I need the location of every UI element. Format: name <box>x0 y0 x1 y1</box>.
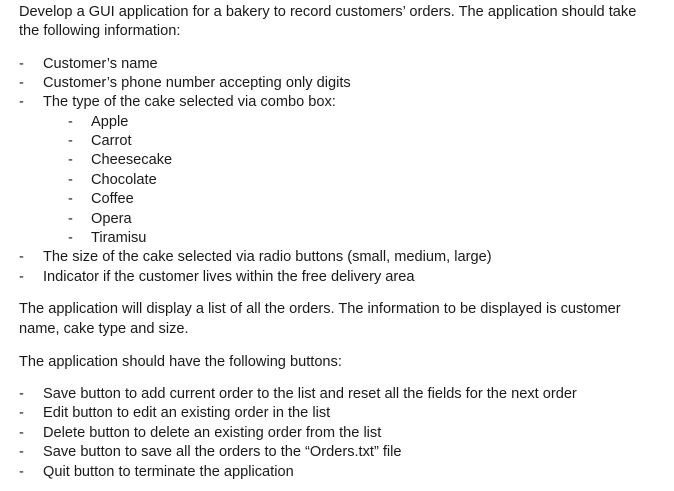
display-paragraph-line-1: The application will display a list of all the orders. The information to be displayed is customer <box>19 301 621 317</box>
bullet-dash: - <box>19 269 24 285</box>
cake-type-item <box>0 229 674 249</box>
bullet-dash: - <box>19 464 24 480</box>
button-list-item-text: Edit button to edit an existing order in the list <box>43 405 331 421</box>
cake-type-text: Cheesecake <box>91 152 173 168</box>
bullet-dash: - <box>19 75 24 91</box>
bullet-dash: - <box>19 94 24 110</box>
bullet-dash: - <box>19 444 24 460</box>
button-list-item <box>0 463 674 483</box>
button-list-item-text: Quit button to terminate the application <box>43 464 294 480</box>
list-item <box>0 248 674 268</box>
bullet-dash: - <box>68 211 73 227</box>
list-item <box>0 268 674 288</box>
bullet-dash: - <box>68 191 73 207</box>
bullet-dash: - <box>68 172 73 188</box>
button-list-item-text: Save button to add current order to the list and reset all the fields for the next order <box>43 386 577 402</box>
cake-type-item <box>0 132 674 152</box>
button-list-item <box>0 385 674 405</box>
cake-type-text: Tiramisu <box>91 230 147 246</box>
list-item-text: Customer’s phone number accepting only digits <box>43 75 351 91</box>
display-paragraph-line-2: name, cake type and size. <box>19 321 189 337</box>
bullet-dash: - <box>19 249 24 265</box>
list-item <box>0 55 674 75</box>
cake-type-item <box>0 190 674 210</box>
cake-type-item <box>0 210 674 230</box>
cake-type-text: Chocolate <box>91 172 157 188</box>
list-item-text: Customer’s name <box>43 56 158 72</box>
cake-type-text: Opera <box>91 211 132 227</box>
list-item-text: Indicator if the customer lives within the free delivery area <box>43 269 415 285</box>
cake-type-item <box>0 151 674 171</box>
bullet-dash: - <box>68 114 73 130</box>
cake-type-text: Coffee <box>91 191 134 207</box>
list-item <box>0 74 674 94</box>
list-item-text: The type of the cake selected via combo box: <box>43 94 336 110</box>
cake-type-item <box>0 113 674 133</box>
bullet-dash: - <box>68 230 73 246</box>
cake-type-text: Apple <box>91 114 129 130</box>
list-item-text: The size of the cake selected via radio buttons (small, medium, large) <box>43 249 492 265</box>
cake-type-text: Carrot <box>91 133 132 149</box>
bullet-dash: - <box>19 425 24 441</box>
intro-line-1: Develop a GUI application for a bakery to record customers’ orders. The application should take <box>19 4 637 20</box>
button-list-item <box>0 424 674 444</box>
button-list-item-text: Save button to save all the orders to the “Orders.txt” file <box>43 444 402 460</box>
intro-line-2: the following information: <box>19 23 181 39</box>
button-list-item-text: Delete button to delete an existing order from the list <box>43 425 382 441</box>
list-item <box>0 93 674 113</box>
bullet-dash: - <box>19 56 24 72</box>
bullet-dash: - <box>19 386 24 402</box>
bullet-dash: - <box>68 133 73 149</box>
button-list-item <box>0 443 674 463</box>
bullet-dash: - <box>19 405 24 421</box>
cake-type-item <box>0 171 674 191</box>
button-list-item <box>0 404 674 424</box>
bullet-dash: - <box>68 152 73 168</box>
buttons-heading: The application should have the following buttons: <box>19 354 342 370</box>
